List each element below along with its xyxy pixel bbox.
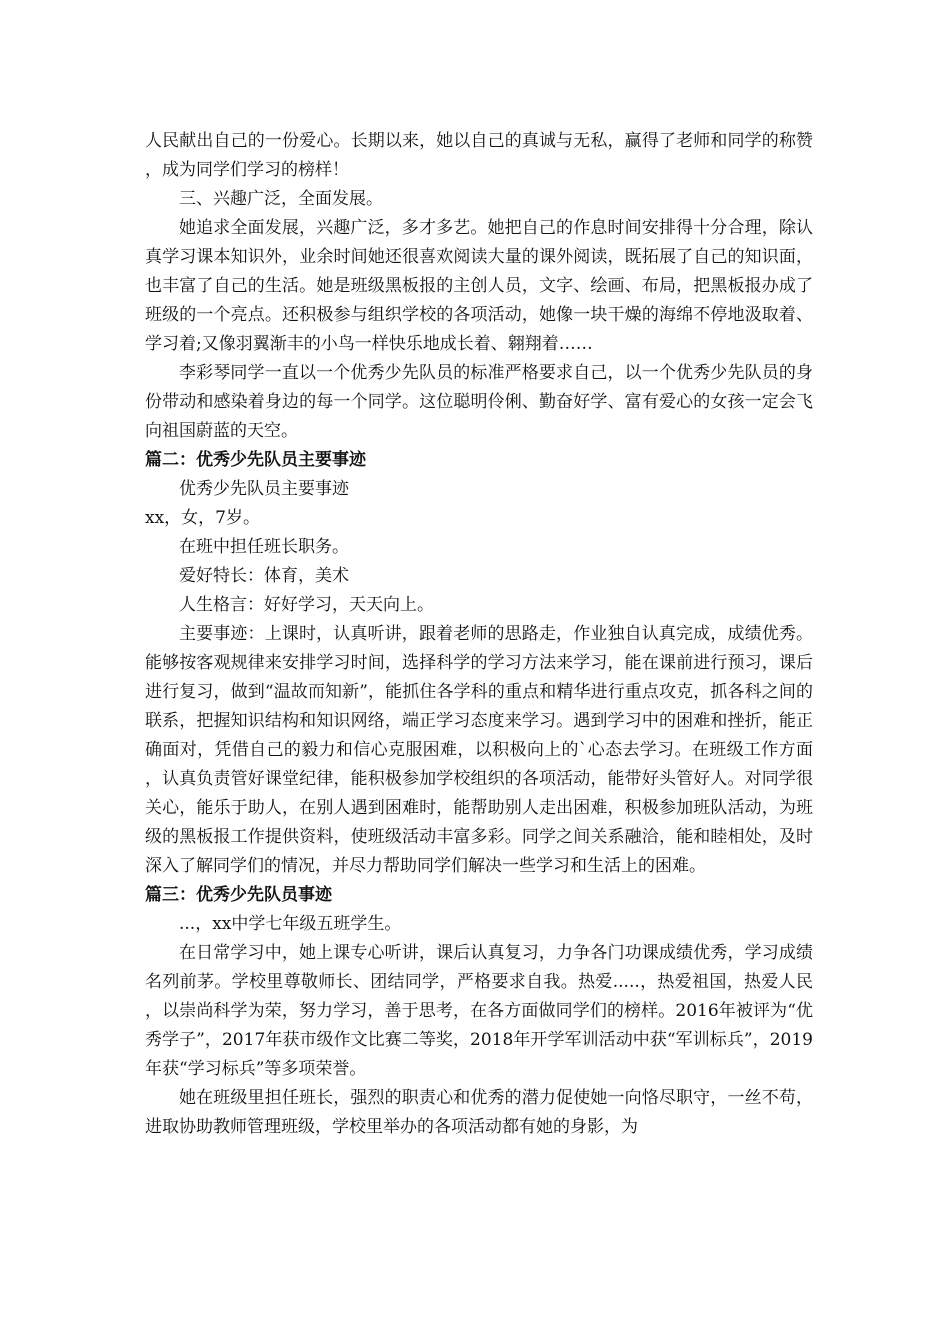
paragraph: 在班中担任班长职务。 (179, 537, 349, 557)
section-subheading: 三、兴趣广泛，全面发展。 (179, 189, 383, 209)
document-page (145, 127, 813, 1142)
paragraph: 她在班级里担任班长，强烈的职责心和优秀的潜力促使她一向恪尽职守，一丝不苟，进取协助教师管理班级，学校里举办的各项活动都有她的身影，为 (145, 1088, 813, 1137)
paragraph: 主要事迹：上课时，认真听讲，跟着老师的思路走，作业独自认真完成，成绩优秀。能够按客观规律来安排学习时间，选择科学的学习方法来学习，能在课前进行预习，课后进行复习，做到“温故而知新”，能抓住各学科的重点和精华进行重点攻克，抓各科之间的联系，把握知识结构和知识网络，端正学习态度来学习。遇到学习中的困难和挫折，能正确面对，凭借自己的毅力和信心克服困难，以积极向上的`心态去学习。在班级工作方面，认真负责管好课堂纪律，能积极参加学校组织的各项活动，能带好头管好人。对同学很关心，能乐于助人，在别人遇到困难时，能帮助别人走出困难，积极参加班队活动，为班级的黑板报工作提供资料，使班级活动丰富多彩。同学之间关系融洽，能和睦相处，及时深入了解同学们的情况，并尽力帮助同学们解决一些学习和生活上的困难。 (145, 624, 813, 876)
paragraph: 在日常学习中，她上课专心听讲，课后认真复习，力争各门功课成绩优秀，学习成绩名列前茅。学校里尊敬师长、团结同学，严格要求自我。热爱.....，热爱祖国，热爱人民，以崇尚科学为荣，努力学习，善于思考，在各方面做同学们的榜样。2016年被评为“优秀学子”，2017年获市级作文比赛二等奖，2018年开学军训活动中获“军训标兵”，2019年获“学习标兵”等多项荣誉。 (145, 943, 813, 1079)
paragraph: xx，女，7岁。 (145, 508, 260, 528)
paragraph: 人生格言：好好学习，天天向上。 (179, 595, 434, 615)
paragraph: 她追求全面发展，兴趣广泛，多才多艺。她把自己的作息时间安排得十分合理，除认真学习课本知识外，业余时间她还很喜欢阅读大量的课外阅读，既拓展了自己的知识面，也丰富了自己的生活。她是班级黑板报的主创人员，文字、绘画、布局，把黑板报办成了班级的一个亮点。还积极参与组织学校的各项活动，她像一块干燥的海绵不停地汲取着、学习着;又像羽翼渐丰的小鸟一样快乐地成长着、翱翔着…… (145, 218, 813, 354)
chapter-heading: 篇三：优秀少先队员事迹 (145, 885, 332, 905)
paragraph: 爱好特长：体育，美术 (179, 566, 349, 586)
chapter-heading: 篇二：优秀少先队员主要事迹 (145, 450, 366, 470)
paragraph: 优秀少先队员主要事迹 (179, 479, 349, 499)
paragraph: 李彩琴同学一直以一个优秀少先队员的标准严格要求自己，以一个优秀少先队员的身份带动和感染着身边的每一个同学。这位聪明伶俐、勤奋好学、富有爱心的女孩一定会飞向祖国蔚蓝的天空。 (145, 363, 813, 441)
paragraph: 人民献出自己的一份爱心。长期以来，她以自己的真诚与无私，赢得了老师和同学的称赞，成为同学们学习的榜样！ (145, 131, 813, 180)
paragraph: ...，xx中学七年级五班学生。 (179, 914, 402, 934)
